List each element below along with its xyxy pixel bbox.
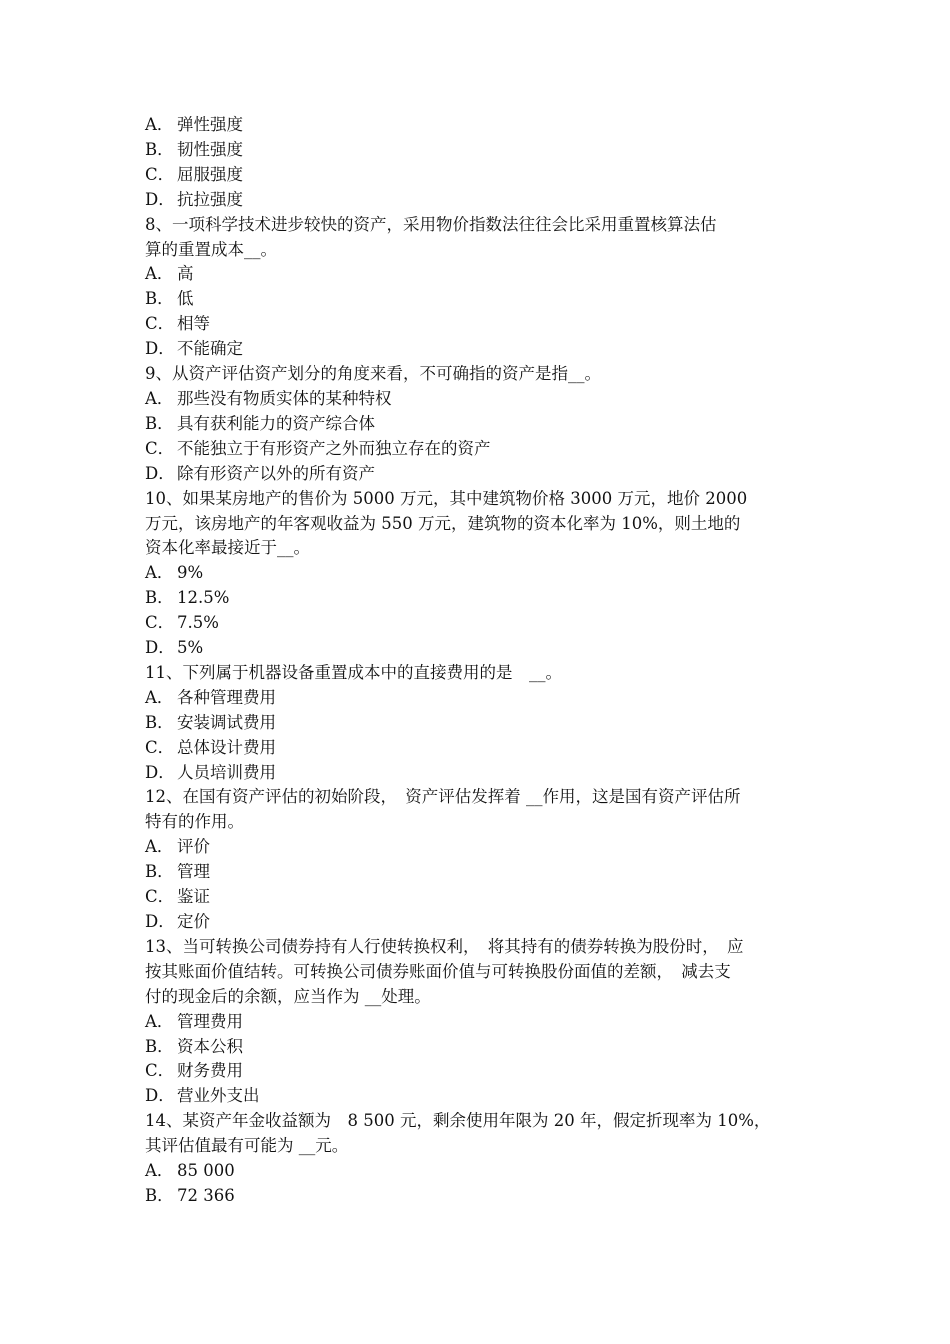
option-text: 管理 [177,862,210,882]
option-letter: C． [145,1061,175,1081]
option-letter: A． [145,264,174,284]
option-text: 具有获利能力的资产综合体 [177,413,375,433]
option-letter: A． [145,837,174,857]
option-letter: B． [145,862,174,882]
option-text: 7.5% [177,613,219,633]
option-text: 管理费用 [177,1011,243,1031]
question-text-line: 资本化率最接近于__。 [145,538,310,558]
option-letter: D． [145,189,175,209]
answer-option [145,262,807,287]
option-text: 弹性强度 [177,115,243,134]
option-letter: B． [145,712,174,732]
option-text: 不能确定 [177,339,243,359]
question-stem [145,362,807,387]
question-text-line: 算的重置成本__。 [145,239,277,259]
option-letter: C． [145,887,175,907]
answer-option [145,462,807,487]
question-text-line: 14、某资产年金收益额为 8 500 元，剩余使用年限为 20 年，假定折现率为 10%， [145,1111,771,1131]
option-letter: C． [145,164,175,184]
option-letter: C． [145,314,175,334]
answer-option [145,113,807,138]
option-text: 9% [177,563,204,583]
option-letter: D． [145,638,175,658]
option-text: 72 366 [177,1185,235,1205]
question-stem [145,1109,807,1159]
question-text-line: 10、如果某房地产的售价为 5000 万元，其中建筑物价格 3000 万元，地价 2000 [145,488,748,508]
option-text: 营业外支出 [177,1086,260,1106]
question-text-line: 付的现金后的余额，应当作为 __处理。 [145,986,431,1006]
answer-option [145,387,807,412]
answer-option [145,910,807,935]
answer-option [145,188,807,213]
option-letter: B． [145,139,174,159]
option-letter: A． [145,388,174,408]
answer-option [145,312,807,337]
question-list [145,113,807,1209]
answer-option [145,835,807,860]
option-text: 评价 [177,837,210,857]
question-stem [145,661,807,686]
option-text: 5% [177,638,204,658]
answer-option [145,860,807,885]
option-letter: C． [145,737,175,757]
question-text-line: 11、下列属于机器设备重置成本中的直接费用的是 __。 [145,662,562,682]
answer-option [145,163,807,188]
question-text-line: 按其账面价值结转。可转换公司债券账面价值与可转换股份面值的差额， 减去支 [145,961,731,981]
answer-option [145,611,807,636]
option-letter: B． [145,588,174,608]
option-text: 各种管理费用 [177,687,276,707]
option-letter: B． [145,413,174,433]
answer-option [145,1084,807,1109]
option-letter: C． [145,613,175,633]
question-text-line: 特有的作用。 [145,812,244,832]
question-text-line: 万元，该房地产的年客观收益为 550 万元，建筑物的资本化率为 10%，则土地的 [145,513,741,533]
option-letter: D． [145,1086,175,1106]
option-text: 屈服强度 [177,164,243,184]
question-stem [145,935,807,1010]
answer-option [145,586,807,611]
question-stem [145,785,807,835]
answer-option [145,686,807,711]
question-text-line: 13、当可转换公司债券持有人行使转换权利， 将其持有的债券转换为股份时， 应 [145,936,744,956]
answer-option [145,736,807,761]
option-text: 不能独立于有形资产之外而独立存在的资产 [177,438,491,458]
answer-option [145,761,807,786]
question-stem [145,213,807,263]
option-letter: B． [145,1036,174,1056]
answer-option [145,885,807,910]
answer-option [145,138,807,163]
option-text: 定价 [177,912,210,931]
option-letter: D． [145,463,175,483]
option-letter: B． [145,289,174,309]
answer-option [145,636,807,661]
option-letter: B． [145,1185,174,1205]
question-text-line: 其评估值最有可能为 __元。 [145,1136,349,1156]
option-letter: D． [145,762,175,782]
option-letter: A． [145,115,174,134]
answer-option [145,412,807,437]
option-text: 总体设计费用 [177,737,276,757]
option-text: 财务费用 [177,1061,243,1081]
option-text: 除有形资产以外的所有资产 [177,463,375,483]
option-text: 85 000 [177,1161,235,1181]
option-text: 12.5% [177,588,230,608]
option-text: 资本公积 [177,1036,243,1056]
option-letter: D． [145,912,175,931]
question-text-line: 8、一项科学技术进步较快的资产，采用物价指数法往往会比采用重置核算法估 [145,214,717,234]
option-text: 鉴证 [177,887,210,907]
answer-option [145,287,807,312]
option-letter: A． [145,1161,174,1181]
question-text-line: 9、从资产评估资产划分的角度来看，不可确指的资产是指__。 [145,364,601,384]
option-letter: A． [145,563,174,583]
option-letter: C． [145,438,175,458]
option-text: 抗拉强度 [177,189,243,209]
option-letter: A． [145,687,174,707]
option-text: 安装调试费用 [177,712,276,732]
option-letter: D． [145,339,175,359]
option-letter: A． [145,1011,174,1031]
answer-option [145,561,807,586]
option-text: 韧性强度 [177,139,243,159]
answer-option [145,711,807,736]
answer-option [145,1159,807,1184]
answer-option [145,1184,807,1209]
question-stem [145,487,807,562]
answer-option [145,337,807,362]
option-text: 人员培训费用 [177,762,276,782]
option-text: 那些没有物质实体的某种特权 [177,388,392,408]
question-text-line: 12、在国有资产评估的初始阶段， 资产评估发挥着 __作用，这是国有资产评估所 [145,787,741,807]
option-text: 高 [177,264,194,284]
option-text: 相等 [177,314,210,334]
answer-option [145,1059,807,1084]
answer-option [145,1035,807,1060]
answer-option [145,1010,807,1035]
answer-option [145,437,807,462]
option-text: 低 [177,289,194,309]
